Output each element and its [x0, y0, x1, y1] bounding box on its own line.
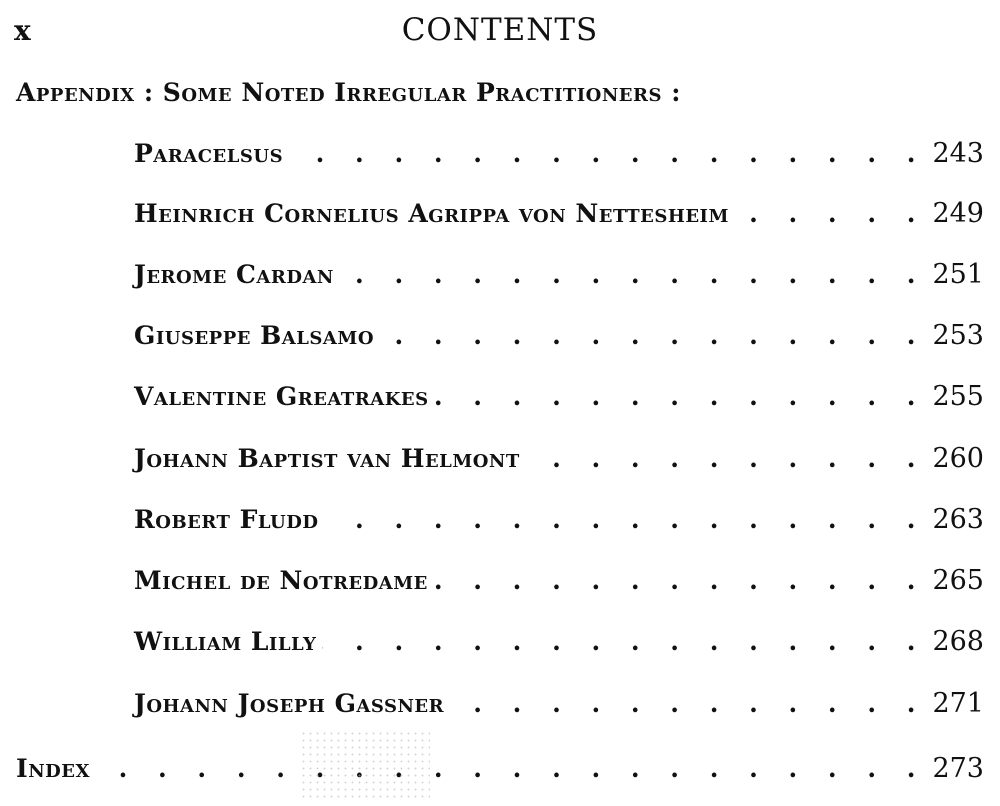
- toc-entry-page: 249: [932, 198, 984, 229]
- toc-entry-page: 255: [932, 381, 984, 412]
- dot-leader: [96, 754, 927, 783]
- dot-leader: [380, 321, 926, 350]
- toc-entry-label: Robert Fludd: [134, 505, 319, 534]
- toc-entry-page: 265: [932, 565, 984, 596]
- toc-entry-label: Michel de Notredame: [134, 566, 428, 595]
- dot-leader: [340, 260, 927, 289]
- toc-entry-page: 251: [932, 259, 984, 290]
- toc-entry-label: Johann Joseph Gassner: [134, 689, 445, 718]
- dot-leader: [435, 382, 927, 411]
- dot-leader: [322, 627, 926, 656]
- scan-speckle: [300, 730, 430, 800]
- toc-entry[interactable]: [134, 443, 984, 479]
- toc-entry-label: Valentine Greatrakes: [134, 382, 429, 411]
- dot-leader: [735, 199, 927, 228]
- toc-entry-label: Paracelsus: [134, 139, 284, 168]
- toc-entry[interactable]: [134, 198, 984, 234]
- toc-entry[interactable]: [134, 565, 984, 601]
- appendix-heading: Appendix : Some Noted Irregular Practitioners :: [16, 78, 681, 107]
- toc-entry-page: 260: [932, 443, 984, 474]
- toc-entry-page: 271: [932, 688, 984, 719]
- toc-entry[interactable]: [134, 626, 984, 662]
- dot-leader: [324, 505, 926, 534]
- toc-entry-label: Johann Baptist van Helmont: [134, 444, 520, 473]
- toc-entry-label: Jerome Cardan: [134, 260, 334, 289]
- dot-leader: [289, 139, 926, 168]
- toc-entry[interactable]: [134, 320, 984, 356]
- page-number: x: [14, 14, 31, 47]
- index-entry[interactable]: [16, 753, 984, 789]
- toc-entry[interactable]: [134, 138, 984, 174]
- toc-entry-label: Heinrich Cornelius Agrippa von Nettesheim: [134, 199, 729, 228]
- toc-entry[interactable]: [134, 688, 984, 724]
- page-title: CONTENTS: [401, 12, 599, 48]
- toc-entry-label: Giuseppe Balsamo: [134, 321, 375, 350]
- toc-entry[interactable]: [134, 504, 984, 540]
- toc-entry-page: 243: [932, 138, 984, 169]
- dot-leader: [434, 566, 927, 595]
- toc-entry-label: William Lilly: [134, 627, 317, 656]
- dot-leader: [450, 689, 926, 718]
- index-entry-label: Index: [16, 754, 90, 783]
- toc-entry[interactable]: [134, 381, 984, 417]
- toc-entry-page: 263: [932, 504, 984, 535]
- toc-entry-page: 253: [932, 320, 984, 351]
- toc-entry-page: 268: [932, 626, 984, 657]
- toc-entry[interactable]: [134, 259, 984, 295]
- index-entry-page: 273: [932, 753, 984, 784]
- dot-leader: [526, 444, 927, 473]
